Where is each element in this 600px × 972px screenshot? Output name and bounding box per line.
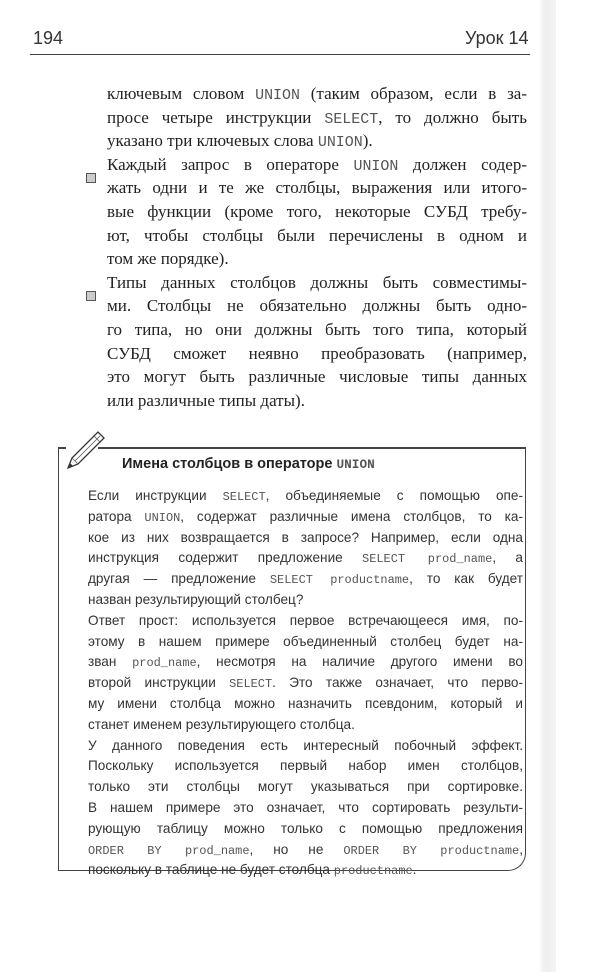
text-segment: Ответ прост: используется первое встречающееся имя, по- <box>88 612 523 628</box>
text-segment: Каждый запрос в операторе <box>107 154 354 174</box>
text-segment: вые функции (кроме того, некоторые СУБД требу- <box>107 202 527 221</box>
text-segment: Имена столбцов в операторе <box>122 456 337 472</box>
text-segment: второй инструкции <box>88 675 230 691</box>
text-line <box>107 296 527 316</box>
text-segment: рующую таблицу можно только с помощью предложения <box>88 820 523 836</box>
text-segment: том же порядке). <box>107 249 229 269</box>
note-line <box>88 738 523 753</box>
code-text: productname <box>333 864 413 879</box>
page-number: 194 <box>33 28 64 48</box>
text-segment: , а <box>492 550 523 566</box>
text-segment: ратора <box>88 508 145 524</box>
text-segment: , но не <box>249 841 344 857</box>
pencil-icon <box>62 428 108 474</box>
code-text: UNION <box>353 158 399 175</box>
text-segment: другая — предложение <box>88 571 270 587</box>
note-box-top <box>98 447 525 449</box>
code-text: SELECT productname <box>269 573 410 588</box>
note-line <box>88 821 523 836</box>
note-line <box>88 675 523 691</box>
page-edge <box>538 0 556 972</box>
text-line <box>107 344 527 364</box>
header-rule <box>30 54 530 55</box>
note-line <box>88 592 523 607</box>
text-line <box>107 84 527 104</box>
text-line <box>107 391 527 411</box>
text-segment: , то как будет <box>409 571 523 587</box>
note-line <box>88 550 523 566</box>
note-line <box>88 842 523 858</box>
text-line <box>107 367 527 387</box>
code-text: UNION <box>336 457 375 472</box>
text-segment: , содержат различные имена столбцов, то ка- <box>180 508 523 524</box>
text-line <box>107 131 527 151</box>
text-segment: СУБД сможет неявно преобразовать (например, <box>107 343 527 363</box>
text-segment: зван <box>88 654 133 670</box>
code-text: UNION <box>144 510 181 525</box>
code-text: SELECT prod_name <box>362 552 493 567</box>
text-segment: , объединяемые с помощью опе- <box>265 488 523 503</box>
note-line <box>88 696 523 711</box>
note-line <box>88 488 523 504</box>
note-line <box>88 654 523 670</box>
text-segment: только эти столбцы могут указываться при сортировке. <box>88 779 523 795</box>
text-line <box>107 155 527 175</box>
text-segment: . <box>412 862 417 878</box>
code-text: SELECT <box>229 677 273 692</box>
text-segment: указано три ключевых слова <box>107 131 318 151</box>
code-text: ORDER BY prod_name <box>88 843 250 858</box>
text-line <box>107 320 527 340</box>
text-segment: ми. Столбцы не обязательно должны быть одно- <box>107 296 527 316</box>
text-segment: этому в нашем примере объединенный столбец будет на- <box>88 633 523 649</box>
code-text: UNION <box>317 135 363 152</box>
code-text: SELECT <box>324 111 379 128</box>
text-segment: (таким образом, если в за- <box>299 84 527 103</box>
bullet-icon <box>86 291 96 301</box>
text-segment: кое из них возвращается в запросе? Например, если одна <box>88 529 523 545</box>
text-segment: ). <box>362 131 373 151</box>
text-segment: Если инструкции <box>88 488 223 503</box>
note-line <box>88 509 523 525</box>
text-segment: или различные типы даты). <box>107 390 305 410</box>
text-line <box>107 108 527 128</box>
lesson-title: Урок 14 <box>465 28 529 48</box>
text-segment: назван результирующий столбец? <box>88 592 304 607</box>
text-segment: ют, чтобы столбцы были перечислены в одном и <box>107 225 527 245</box>
bullet-icon <box>86 173 96 183</box>
text-segment: инструкция содержит предложение <box>88 550 363 566</box>
text-segment: го типа, но они должны быть того типа, который <box>107 320 527 339</box>
code-text: SELECT <box>222 490 266 504</box>
note-line <box>88 800 523 815</box>
note-line <box>88 571 523 587</box>
text-segment: поскольку в таблице не будет столбца <box>88 862 334 878</box>
text-segment: му имени столбца можно назначить псевдоним, который и <box>88 696 523 711</box>
note-line <box>88 634 523 649</box>
note-line <box>88 530 523 545</box>
text-line <box>107 202 527 222</box>
note-line <box>88 862 523 878</box>
text-segment: , <box>519 841 523 857</box>
note-line <box>88 613 523 628</box>
note-line <box>88 758 523 773</box>
text-line <box>107 226 527 246</box>
text-segment: Поскольку используется первый набор имен столбцов, <box>88 758 523 774</box>
text-line <box>107 273 527 293</box>
text-segment: В нашем примере это означает, что сортировать результи- <box>88 800 523 815</box>
text-segment: У данного поведения есть интересный побочный эффект. <box>88 737 523 753</box>
text-segment: жать одни и те же столбцы, выражения или итого- <box>107 178 527 198</box>
text-segment: просе четыре инструкции <box>107 107 325 127</box>
code-text: ORDER BY productname <box>343 843 520 858</box>
note-title <box>122 456 375 472</box>
text-segment: . Это также означает, что перво- <box>272 675 523 691</box>
text-segment: должен содер- <box>398 154 527 174</box>
code-text: prod_name <box>132 656 197 671</box>
text-segment: Типы данных столбцов должны быть совместимы- <box>107 272 527 292</box>
text-segment: , несмотря на наличие другого имени во <box>196 654 523 670</box>
text-segment: , то должно быть <box>378 107 527 127</box>
text-segment: станет именем результирующего столбца. <box>88 716 355 732</box>
note-line <box>88 717 523 732</box>
text-line <box>107 178 527 198</box>
text-segment: ключевым словом <box>107 84 256 103</box>
text-segment: это могут быть различные числовые типы данных <box>107 367 527 387</box>
text-line <box>107 249 527 269</box>
code-text: UNION <box>255 88 300 104</box>
note-line <box>88 779 523 794</box>
